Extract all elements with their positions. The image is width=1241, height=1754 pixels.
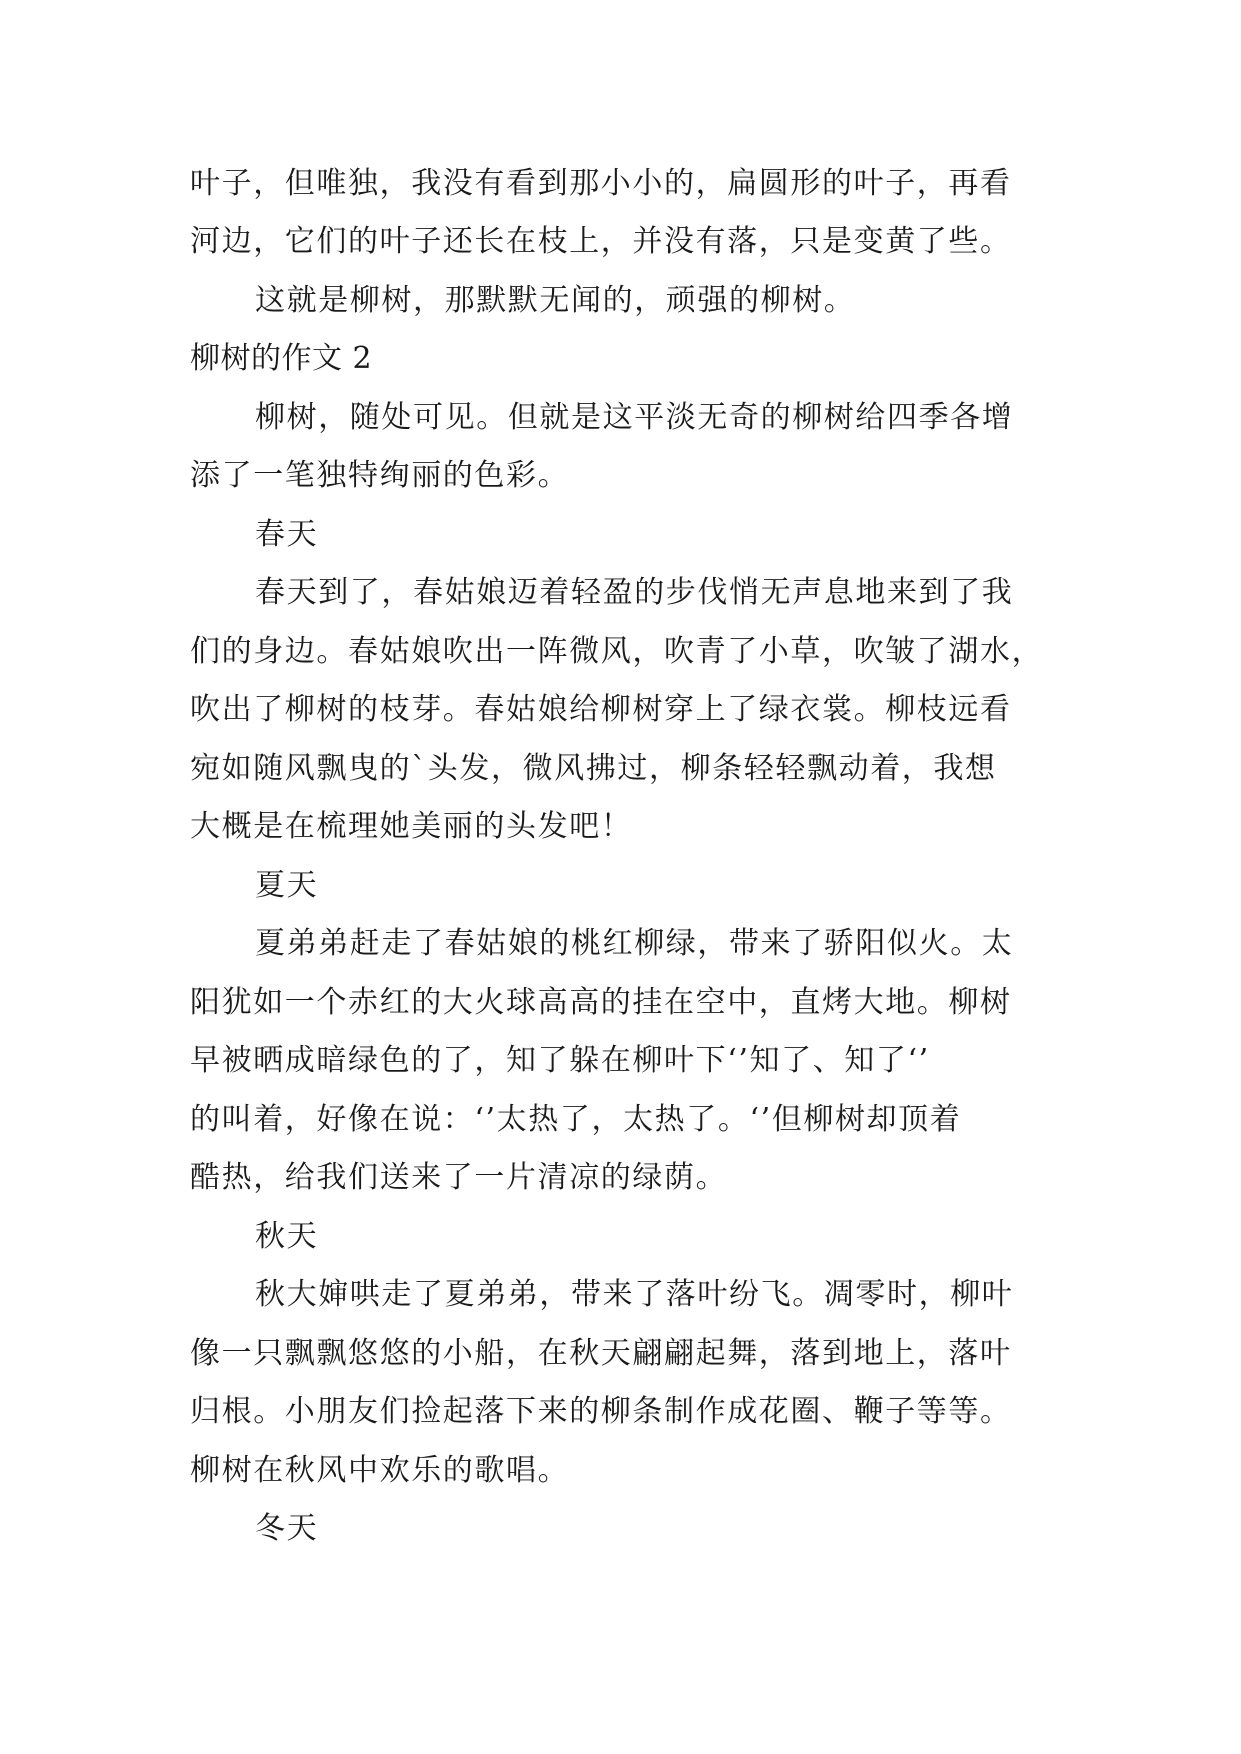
paragraph-line: 早被晒成暗绿色的了，知了躲在柳叶下‘’知了、知了‘’ [190, 1043, 930, 1078]
paragraph-line: 这就是柳树，那默默无闻的，顽强的柳树。 [255, 283, 856, 318]
paragraph-line: 添了一笔独特绚丽的色彩。 [190, 458, 570, 493]
paragraph-line: 春天到了，春姑娘迈着轻盈的步伐悄无声息地来到了我 [255, 575, 1014, 610]
paragraph-line: 们的身边。春姑娘吹出一阵微风，吹青了小草，吹皱了湖水， [190, 634, 1044, 669]
paragraph-line: 夏弟弟赶走了春姑娘的桃红柳绿，带来了骄阳似火。太 [255, 926, 1014, 961]
section-title: 柳树的作文 2 [190, 341, 373, 376]
paragraph-line: 柳树，随处可见。但就是这平淡无奇的柳树给四季各增 [255, 400, 1014, 435]
paragraph-line: 的叫着，好像在说：‘’太热了，太热了。‘’但柳树却顶着 [190, 1102, 962, 1137]
paragraph-line: 阳犹如一个赤红的大火球高高的挂在空中，直烤大地。柳树 [190, 985, 1012, 1020]
paragraph-line: 像一只飘飘悠悠的小船，在秋天翩翩起舞，落到地上，落叶 [190, 1336, 1012, 1371]
season-heading-spring: 春天 [255, 517, 319, 552]
paragraph-line: 宛如随风飘曳的`头发，微风拂过，柳条轻轻飘动着，我想 [190, 751, 997, 786]
season-heading-winter: 冬天 [255, 1511, 319, 1546]
paragraph-line: 归根。小朋友们捡起落下来的柳条制作成花圈、鞭子等等。 [190, 1394, 1012, 1429]
paragraph-line: 吹出了柳树的枝芽。春姑娘给柳树穿上了绿衣裳。柳枝远看 [190, 692, 1012, 727]
paragraph-line: 秋大婶哄走了夏弟弟，带来了落叶纷飞。凋零时，柳叶 [255, 1277, 1014, 1312]
season-heading-summer: 夏天 [255, 868, 319, 903]
season-heading-autumn: 秋天 [255, 1219, 319, 1254]
paragraph-line: 河边，它们的叶子还长在枝上，并没有落，只是变黄了些。 [190, 224, 1012, 259]
paragraph-line: 柳树在秋风中欢乐的歌唱。 [190, 1453, 570, 1488]
paragraph-line: 叶子，但唯独，我没有看到那小小的，扁圆形的叶子，再看 [190, 166, 1012, 201]
paragraph-line: 酷热，给我们送来了一片清凉的绿荫。 [190, 1160, 728, 1195]
paragraph-line: 大概是在梳理她美丽的头发吧！ [190, 809, 633, 844]
